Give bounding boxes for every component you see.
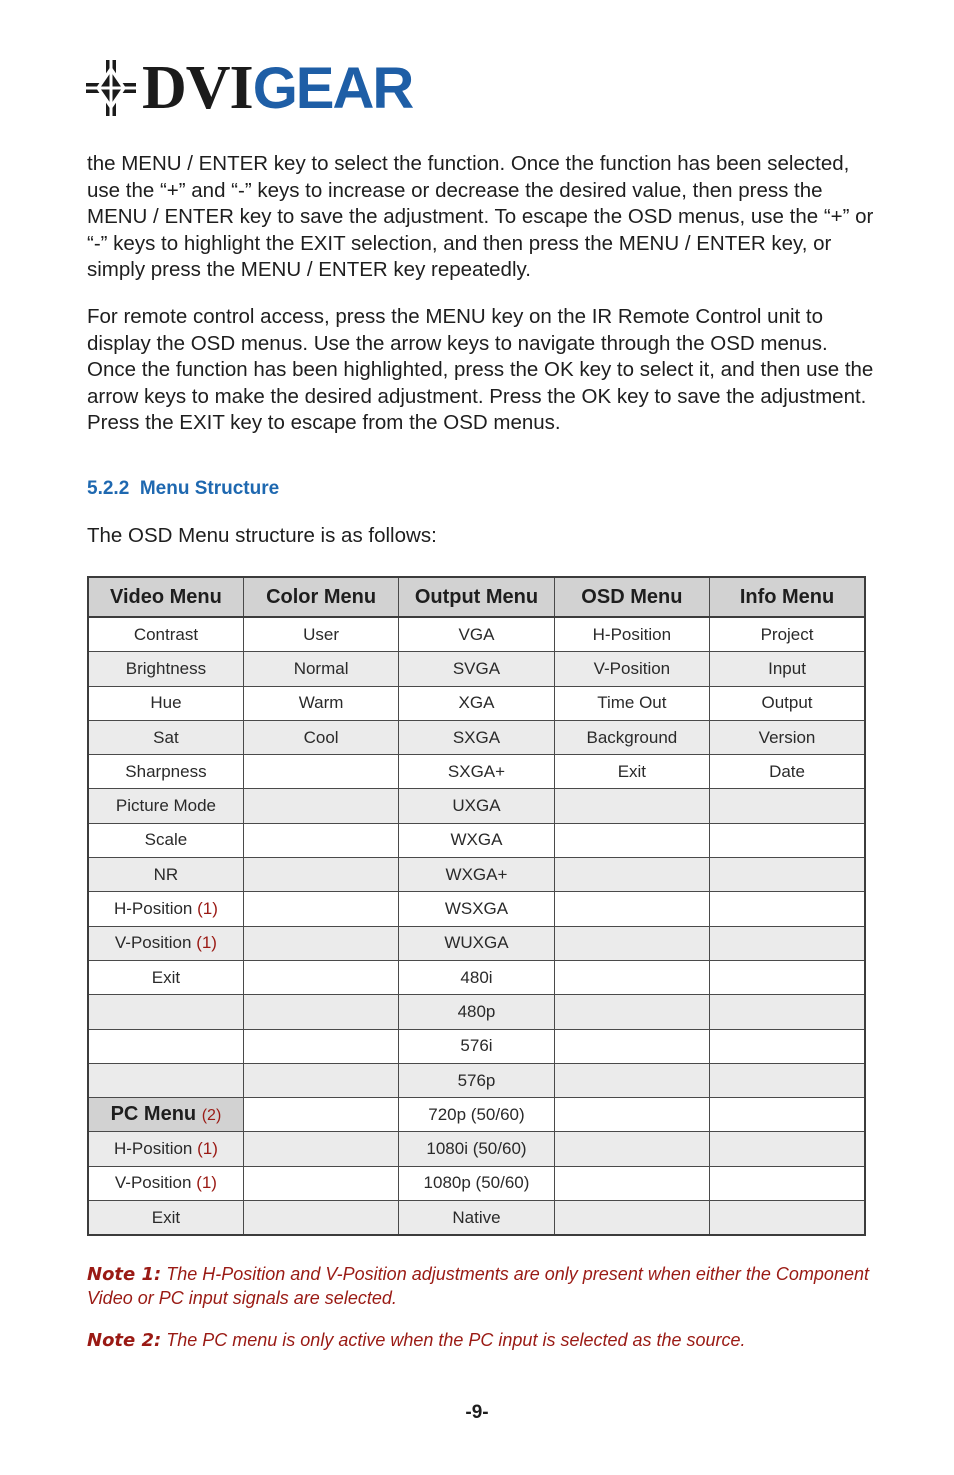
output-menu-cell bbox=[399, 823, 554, 857]
table-row bbox=[88, 892, 865, 926]
output-menu-cell bbox=[399, 1098, 554, 1132]
video-menu-cell bbox=[88, 617, 243, 652]
table-row bbox=[88, 1166, 865, 1200]
table-row bbox=[88, 960, 865, 994]
note-reference: (1) bbox=[197, 1139, 218, 1159]
osd-menu-cell bbox=[554, 892, 709, 926]
osd-menu-cell bbox=[554, 652, 709, 686]
info-menu-cell bbox=[710, 652, 865, 686]
osd-menu-cell bbox=[554, 686, 709, 720]
video-menu-cell bbox=[88, 960, 243, 994]
cell-text: V-Position bbox=[114, 1173, 192, 1193]
color-menu-cell bbox=[243, 1098, 398, 1132]
info-menu-cell bbox=[710, 823, 865, 857]
osd-menu-cell bbox=[554, 789, 709, 823]
note-reference: (1) bbox=[196, 933, 217, 953]
osd-menu-cell bbox=[554, 617, 709, 652]
cell-text: WUXGA bbox=[444, 933, 509, 953]
video-menu-cell bbox=[88, 686, 243, 720]
cell-text: Hue bbox=[150, 693, 182, 713]
note-reference: (1) bbox=[197, 899, 218, 919]
color-menu-cell bbox=[243, 926, 398, 960]
output-menu-cell bbox=[399, 995, 554, 1029]
header-osd-menu: OSD Menu bbox=[554, 577, 709, 617]
dvigear-logo bbox=[86, 53, 413, 122]
osd-menu-cell bbox=[554, 1132, 709, 1166]
color-menu-cell bbox=[243, 652, 398, 686]
body-paragraph-1: the MENU / ENTER key to select the function. Once the function has been selected, use the “+” and “-” keys to increase or decrease the desired value, then press the MENU / ENTER key to save the adjustment. To escape the OSD menus, use the “+” or “-” keys to highlight the EXIT selection, and then press the MENU / ENTER key, or simply press the MENU / ENTER key repeatedly. bbox=[87, 152, 874, 281]
output-menu-cell bbox=[399, 926, 554, 960]
color-menu-cell bbox=[243, 686, 398, 720]
osd-menu-cell bbox=[554, 1098, 709, 1132]
info-menu-cell bbox=[710, 789, 865, 823]
table-row bbox=[88, 1201, 865, 1236]
info-menu-cell bbox=[710, 1201, 865, 1236]
cell-text: 576i bbox=[460, 1036, 493, 1056]
cell-text: Brightness bbox=[125, 658, 207, 678]
color-menu-cell bbox=[243, 995, 398, 1029]
cell-text: PC Menu bbox=[110, 1103, 197, 1126]
osd-menu-cell bbox=[554, 823, 709, 857]
cell-text: Sat bbox=[153, 727, 179, 747]
color-menu-cell bbox=[243, 789, 398, 823]
table-row bbox=[88, 652, 865, 686]
cross-star-logo-icon bbox=[86, 60, 136, 116]
note-1 bbox=[87, 1263, 877, 1309]
output-menu-cell bbox=[399, 686, 554, 720]
cell-text: VGA bbox=[458, 624, 495, 644]
output-menu-cell bbox=[399, 789, 554, 823]
cell-text: 480i bbox=[460, 967, 493, 987]
cell-text: 720p (50/60) bbox=[428, 1104, 525, 1124]
table-row bbox=[88, 926, 865, 960]
info-menu-cell bbox=[710, 858, 865, 892]
table-body bbox=[88, 617, 865, 1235]
cell-text: Project bbox=[760, 624, 814, 644]
cell-text: Exit bbox=[151, 1207, 181, 1227]
video-menu-cell bbox=[88, 823, 243, 857]
output-menu-cell bbox=[399, 1166, 554, 1200]
video-menu-cell bbox=[88, 1132, 243, 1166]
cell-text: H-Position bbox=[592, 624, 672, 644]
color-menu-cell bbox=[243, 858, 398, 892]
osd-menu-cell bbox=[554, 1063, 709, 1097]
cell-text: Cool bbox=[303, 727, 339, 747]
color-menu-cell bbox=[243, 720, 398, 754]
section-number: 5.2.2 bbox=[87, 478, 130, 499]
info-menu-cell bbox=[710, 1029, 865, 1063]
video-menu-cell bbox=[88, 892, 243, 926]
cell-text: Sharpness bbox=[125, 761, 207, 781]
video-menu-cell bbox=[88, 755, 243, 789]
table-row bbox=[88, 1132, 865, 1166]
video-menu-cell bbox=[88, 858, 243, 892]
cell-text: WSXGA bbox=[444, 899, 509, 919]
info-menu-cell bbox=[710, 1098, 865, 1132]
info-menu-cell bbox=[710, 617, 865, 652]
info-menu-cell bbox=[710, 995, 865, 1029]
osd-menu-cell bbox=[554, 1029, 709, 1063]
cell-text: H-Position bbox=[113, 899, 193, 919]
video-menu-cell bbox=[88, 1063, 243, 1097]
osd-menu-cell bbox=[554, 926, 709, 960]
output-menu-cell bbox=[399, 755, 554, 789]
note-2-text: The PC menu is only active when the PC input is selected as the source. bbox=[166, 1330, 746, 1350]
cell-text: WXGA bbox=[450, 830, 503, 850]
osd-menu-cell bbox=[554, 1201, 709, 1236]
cell-text: Contrast bbox=[133, 624, 199, 644]
output-menu-cell bbox=[399, 1132, 554, 1166]
color-menu-cell bbox=[243, 960, 398, 994]
table-row bbox=[88, 617, 865, 652]
video-menu-cell bbox=[88, 1098, 243, 1132]
cell-text: Time Out bbox=[597, 693, 667, 713]
color-menu-cell bbox=[243, 1063, 398, 1097]
video-menu-cell bbox=[88, 789, 243, 823]
header-info-menu: Info Menu bbox=[710, 577, 865, 617]
info-menu-cell bbox=[710, 1063, 865, 1097]
cell-text: Scale bbox=[144, 830, 188, 850]
output-menu-cell bbox=[399, 892, 554, 926]
table-row bbox=[88, 823, 865, 857]
video-menu-cell bbox=[88, 926, 243, 960]
color-menu-cell bbox=[243, 1201, 398, 1236]
info-menu-cell bbox=[710, 686, 865, 720]
logo-text-dvi: DVI bbox=[142, 53, 253, 122]
cell-text: Warm bbox=[298, 693, 344, 713]
cell-text: 1080p (50/60) bbox=[423, 1173, 530, 1193]
header-output-menu: Output Menu bbox=[399, 577, 554, 617]
output-menu-cell bbox=[399, 1029, 554, 1063]
osd-menu-cell bbox=[554, 1166, 709, 1200]
video-menu-cell bbox=[88, 720, 243, 754]
section-heading bbox=[87, 478, 279, 500]
video-menu-cell bbox=[88, 652, 243, 686]
osd-menu-cell bbox=[554, 995, 709, 1029]
cell-text: Native bbox=[452, 1207, 501, 1227]
note-reference: (1) bbox=[196, 1173, 217, 1193]
cell-text: SVGA bbox=[452, 658, 501, 678]
note-1-text: The H-Position and V-Position adjustments are only present when either the Component Video or PC input signals are selected. bbox=[87, 1264, 869, 1308]
header-video-menu: Video Menu bbox=[88, 577, 243, 617]
cell-text: Input bbox=[768, 658, 806, 678]
section-intro: The OSD Menu structure is as follows: bbox=[87, 524, 437, 547]
cell-text: H-Position bbox=[113, 1139, 193, 1159]
cell-text: Version bbox=[758, 727, 816, 747]
cell-text: V-Position bbox=[114, 933, 192, 953]
color-menu-cell bbox=[243, 892, 398, 926]
output-menu-cell bbox=[399, 858, 554, 892]
cell-text: NR bbox=[153, 864, 179, 884]
cell-text: WXGA+ bbox=[445, 864, 508, 884]
cell-text: 1080i (50/60) bbox=[426, 1139, 527, 1159]
table-row bbox=[88, 858, 865, 892]
osd-menu-cell bbox=[554, 858, 709, 892]
info-menu-cell bbox=[710, 892, 865, 926]
header-color-menu: Color Menu bbox=[243, 577, 398, 617]
cell-text: User bbox=[303, 624, 340, 644]
video-menu-cell bbox=[88, 995, 243, 1029]
table-row bbox=[88, 1098, 865, 1132]
output-menu-cell bbox=[399, 652, 554, 686]
cell-text: XGA bbox=[458, 693, 495, 713]
output-menu-cell bbox=[399, 720, 554, 754]
cell-text: Picture Mode bbox=[115, 796, 217, 816]
color-menu-cell bbox=[243, 823, 398, 857]
video-menu-cell bbox=[88, 1029, 243, 1063]
info-menu-cell bbox=[710, 926, 865, 960]
note-2 bbox=[87, 1329, 877, 1353]
video-menu-cell bbox=[88, 1201, 243, 1236]
cell-text: Date bbox=[769, 761, 805, 781]
cell-text: V-Position bbox=[593, 658, 671, 678]
cell-text: Background bbox=[586, 727, 678, 747]
logo-text-gear: GEAR bbox=[252, 55, 413, 121]
osd-menu-cell bbox=[554, 720, 709, 754]
cell-text: Exit bbox=[151, 967, 181, 987]
note-reference: (2) bbox=[201, 1107, 222, 1125]
table-row bbox=[88, 995, 865, 1029]
table-row bbox=[88, 1063, 865, 1097]
table-header-row bbox=[88, 577, 865, 617]
osd-menu-structure-table bbox=[87, 576, 866, 1236]
cell-text: Output bbox=[761, 693, 813, 713]
note-2-label: Note 2: bbox=[87, 1330, 162, 1351]
output-menu-cell bbox=[399, 1201, 554, 1236]
table-row bbox=[88, 686, 865, 720]
table-row bbox=[88, 789, 865, 823]
color-menu-cell bbox=[243, 1132, 398, 1166]
info-menu-cell bbox=[710, 960, 865, 994]
section-title: Menu Structure bbox=[139, 478, 280, 499]
color-menu-cell bbox=[243, 1166, 398, 1200]
info-menu-cell bbox=[710, 1166, 865, 1200]
video-menu-cell bbox=[88, 1166, 243, 1200]
body-paragraph-2: For remote control access, press the MENU key on the IR Remote Control unit to display the OSD menus. Use the arrow keys to navigate through the OSD menus. Once the function has been highlighted, press the OK key to select it, and then use the arrow keys to make the desired adjustment. Press the OK key to save the adjustment. Press the EXIT key to escape from the OSD menus. bbox=[87, 305, 874, 434]
color-menu-cell bbox=[243, 1029, 398, 1063]
page-number: -9- bbox=[465, 1402, 489, 1423]
cell-text: 576p bbox=[457, 1070, 496, 1090]
info-menu-cell bbox=[710, 720, 865, 754]
cell-text: UXGA bbox=[452, 796, 501, 816]
output-menu-cell bbox=[399, 1063, 554, 1097]
cell-text: Normal bbox=[293, 658, 349, 678]
cell-text: SXGA bbox=[452, 727, 501, 747]
output-menu-cell bbox=[399, 617, 554, 652]
cell-text: Exit bbox=[617, 761, 647, 781]
osd-menu-cell bbox=[554, 960, 709, 994]
info-menu-cell bbox=[710, 755, 865, 789]
table-row bbox=[88, 755, 865, 789]
cell-text: 480p bbox=[457, 1001, 496, 1021]
info-menu-cell bbox=[710, 1132, 865, 1166]
note-1-label: Note 1: bbox=[87, 1264, 162, 1285]
color-menu-cell bbox=[243, 617, 398, 652]
cell-text: SXGA+ bbox=[447, 761, 506, 781]
osd-menu-cell bbox=[554, 755, 709, 789]
table-row bbox=[88, 1029, 865, 1063]
table-row bbox=[88, 720, 865, 754]
output-menu-cell bbox=[399, 960, 554, 994]
color-menu-cell bbox=[243, 755, 398, 789]
